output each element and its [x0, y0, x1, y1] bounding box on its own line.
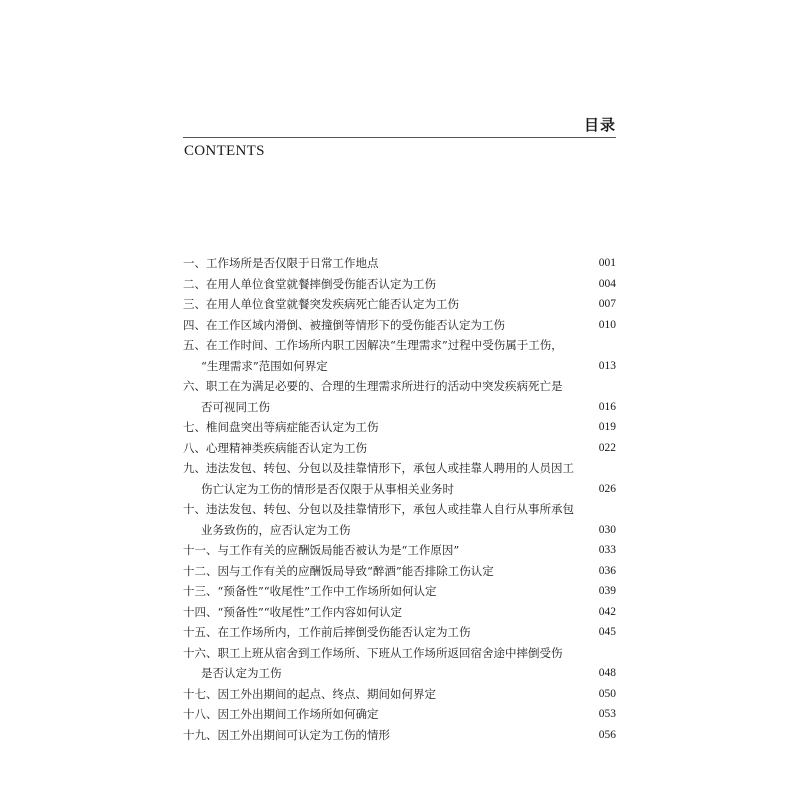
toc-entry-title: 五、在工作时间、工作场所内职工因解决“生理需求”过程中受伤属于工伤，: [183, 338, 563, 352]
toc-entry: [183, 602, 616, 623]
toc-page-number: 016: [598, 400, 616, 413]
toc-entry: [183, 643, 616, 684]
table-of-contents: [183, 253, 616, 745]
toc-entry-title-continued: 否可视同工伤: [201, 399, 270, 414]
toc-page-number: 022: [598, 441, 616, 454]
toc-entry-title-continued: 业务致伤的，应否认定为工伤: [201, 522, 351, 537]
page-subtitle: CONTENTS: [184, 143, 265, 159]
toc-entry: [183, 725, 616, 746]
toc-entry-title: 十七、因工外出期间的起点、终点、期间如何界定: [183, 686, 436, 701]
toc-entry-title: 四、在工作区域内滑倒、被撞倒等情形下的受伤能否认定为工伤: [183, 317, 505, 332]
toc-page-number: 004: [598, 277, 616, 290]
toc-entry: [183, 253, 616, 274]
toc-entry-title-continued: 伤亡认定为工伤的情形是否仅限于从事相关业务时: [201, 481, 454, 496]
toc-page-number: 039: [598, 585, 616, 597]
toc-page-number: 048: [598, 667, 616, 679]
toc-entry: [183, 581, 616, 602]
toc-entry: [183, 684, 616, 705]
toc-entry: [183, 561, 616, 582]
toc-entry: [183, 622, 616, 643]
toc-entry: [183, 335, 616, 376]
page-title: 目录: [583, 116, 616, 134]
toc-page-number: 050: [598, 687, 616, 700]
toc-entry: [183, 540, 616, 561]
toc-entry: [183, 417, 616, 438]
toc-page-number: 013: [598, 359, 616, 372]
toc-entry-title: 十、违法发包、转包、分包以及挂靠情形下，承包人或挂靠人自行从事所承包: [183, 502, 574, 516]
toc-entry: [183, 315, 616, 336]
toc-entry-title-continued: “生理需求”范围如何界定: [201, 358, 328, 373]
toc-entry-title: 十二、因与工作有关的应酬饭局导致“醉酒”能否排除工伤认定: [183, 563, 494, 578]
toc-entry-title: 九、违法发包、转包、分包以及挂靠情形下，承包人或挂靠人聘用的人员因工: [183, 461, 574, 475]
toc-entry-title: 十五、在工作场所内，工作前后摔倒受伤能否认定为工伤: [183, 625, 471, 639]
toc-page-number: 053: [598, 708, 616, 720]
toc-entry: [183, 438, 616, 459]
toc-entry: [183, 704, 616, 725]
toc-page-number: 036: [598, 564, 616, 577]
toc-page-number: 026: [598, 482, 616, 495]
toc-entry-title: 一、工作场所是否仅限于日常工作地点: [183, 256, 379, 270]
toc-entry-title: 七、椎间盘突出等病症能否认定为工伤: [183, 420, 379, 434]
toc-entry-title: 三、在用人单位食堂就餐突发疾病死亡能否认定为工伤: [183, 297, 459, 311]
toc-entry-title: 十一、与工作有关的应酬饭局能否被认为是“工作原因”: [183, 543, 460, 557]
toc-entry: [183, 274, 616, 295]
toc-page-number: 007: [598, 298, 616, 310]
toc-page-number: 056: [598, 728, 616, 741]
toc-page-number: 033: [598, 544, 616, 556]
toc-entry-title: 二、在用人单位食堂就餐摔倒受伤能否认定为工伤: [183, 276, 436, 291]
toc-entry-title: 十八、因工外出期间工作场所如何确定: [183, 707, 379, 721]
header-divider: [183, 137, 616, 138]
toc-entry-title: 十三、“预备性”“收尾性”工作中工作场所如何认定: [183, 584, 437, 598]
toc-entry: [183, 458, 616, 499]
toc-page-number: 001: [598, 257, 616, 269]
toc-page-number: 010: [598, 318, 616, 331]
toc-entry-title: 八、心理精神类疾病能否认定为工伤: [183, 440, 367, 455]
toc-page-number: 042: [598, 605, 616, 618]
toc-entry-title: 六、职工在为满足必要的、合理的生理需求所进行的活动中突发疾病死亡是: [183, 379, 563, 393]
toc-page-number: 045: [598, 626, 616, 638]
toc-entry-title-continued: 是否认定为工伤: [201, 666, 282, 680]
toc-page-number: 030: [598, 523, 616, 536]
toc-entry-title: 十四、“预备性”“收尾性”工作内容如何认定: [183, 604, 403, 619]
toc-entry-title: 十六、职工上班从宿舍到工作场所、下班从工作场所返回宿舍途中摔倒受伤: [183, 645, 563, 660]
toc-page-number: 019: [598, 421, 616, 433]
toc-entry: [183, 294, 616, 315]
toc-entry: [183, 499, 616, 540]
toc-entry-title: 十九、因工外出期间可认定为工伤的情形: [183, 727, 390, 742]
toc-entry: [183, 376, 616, 417]
